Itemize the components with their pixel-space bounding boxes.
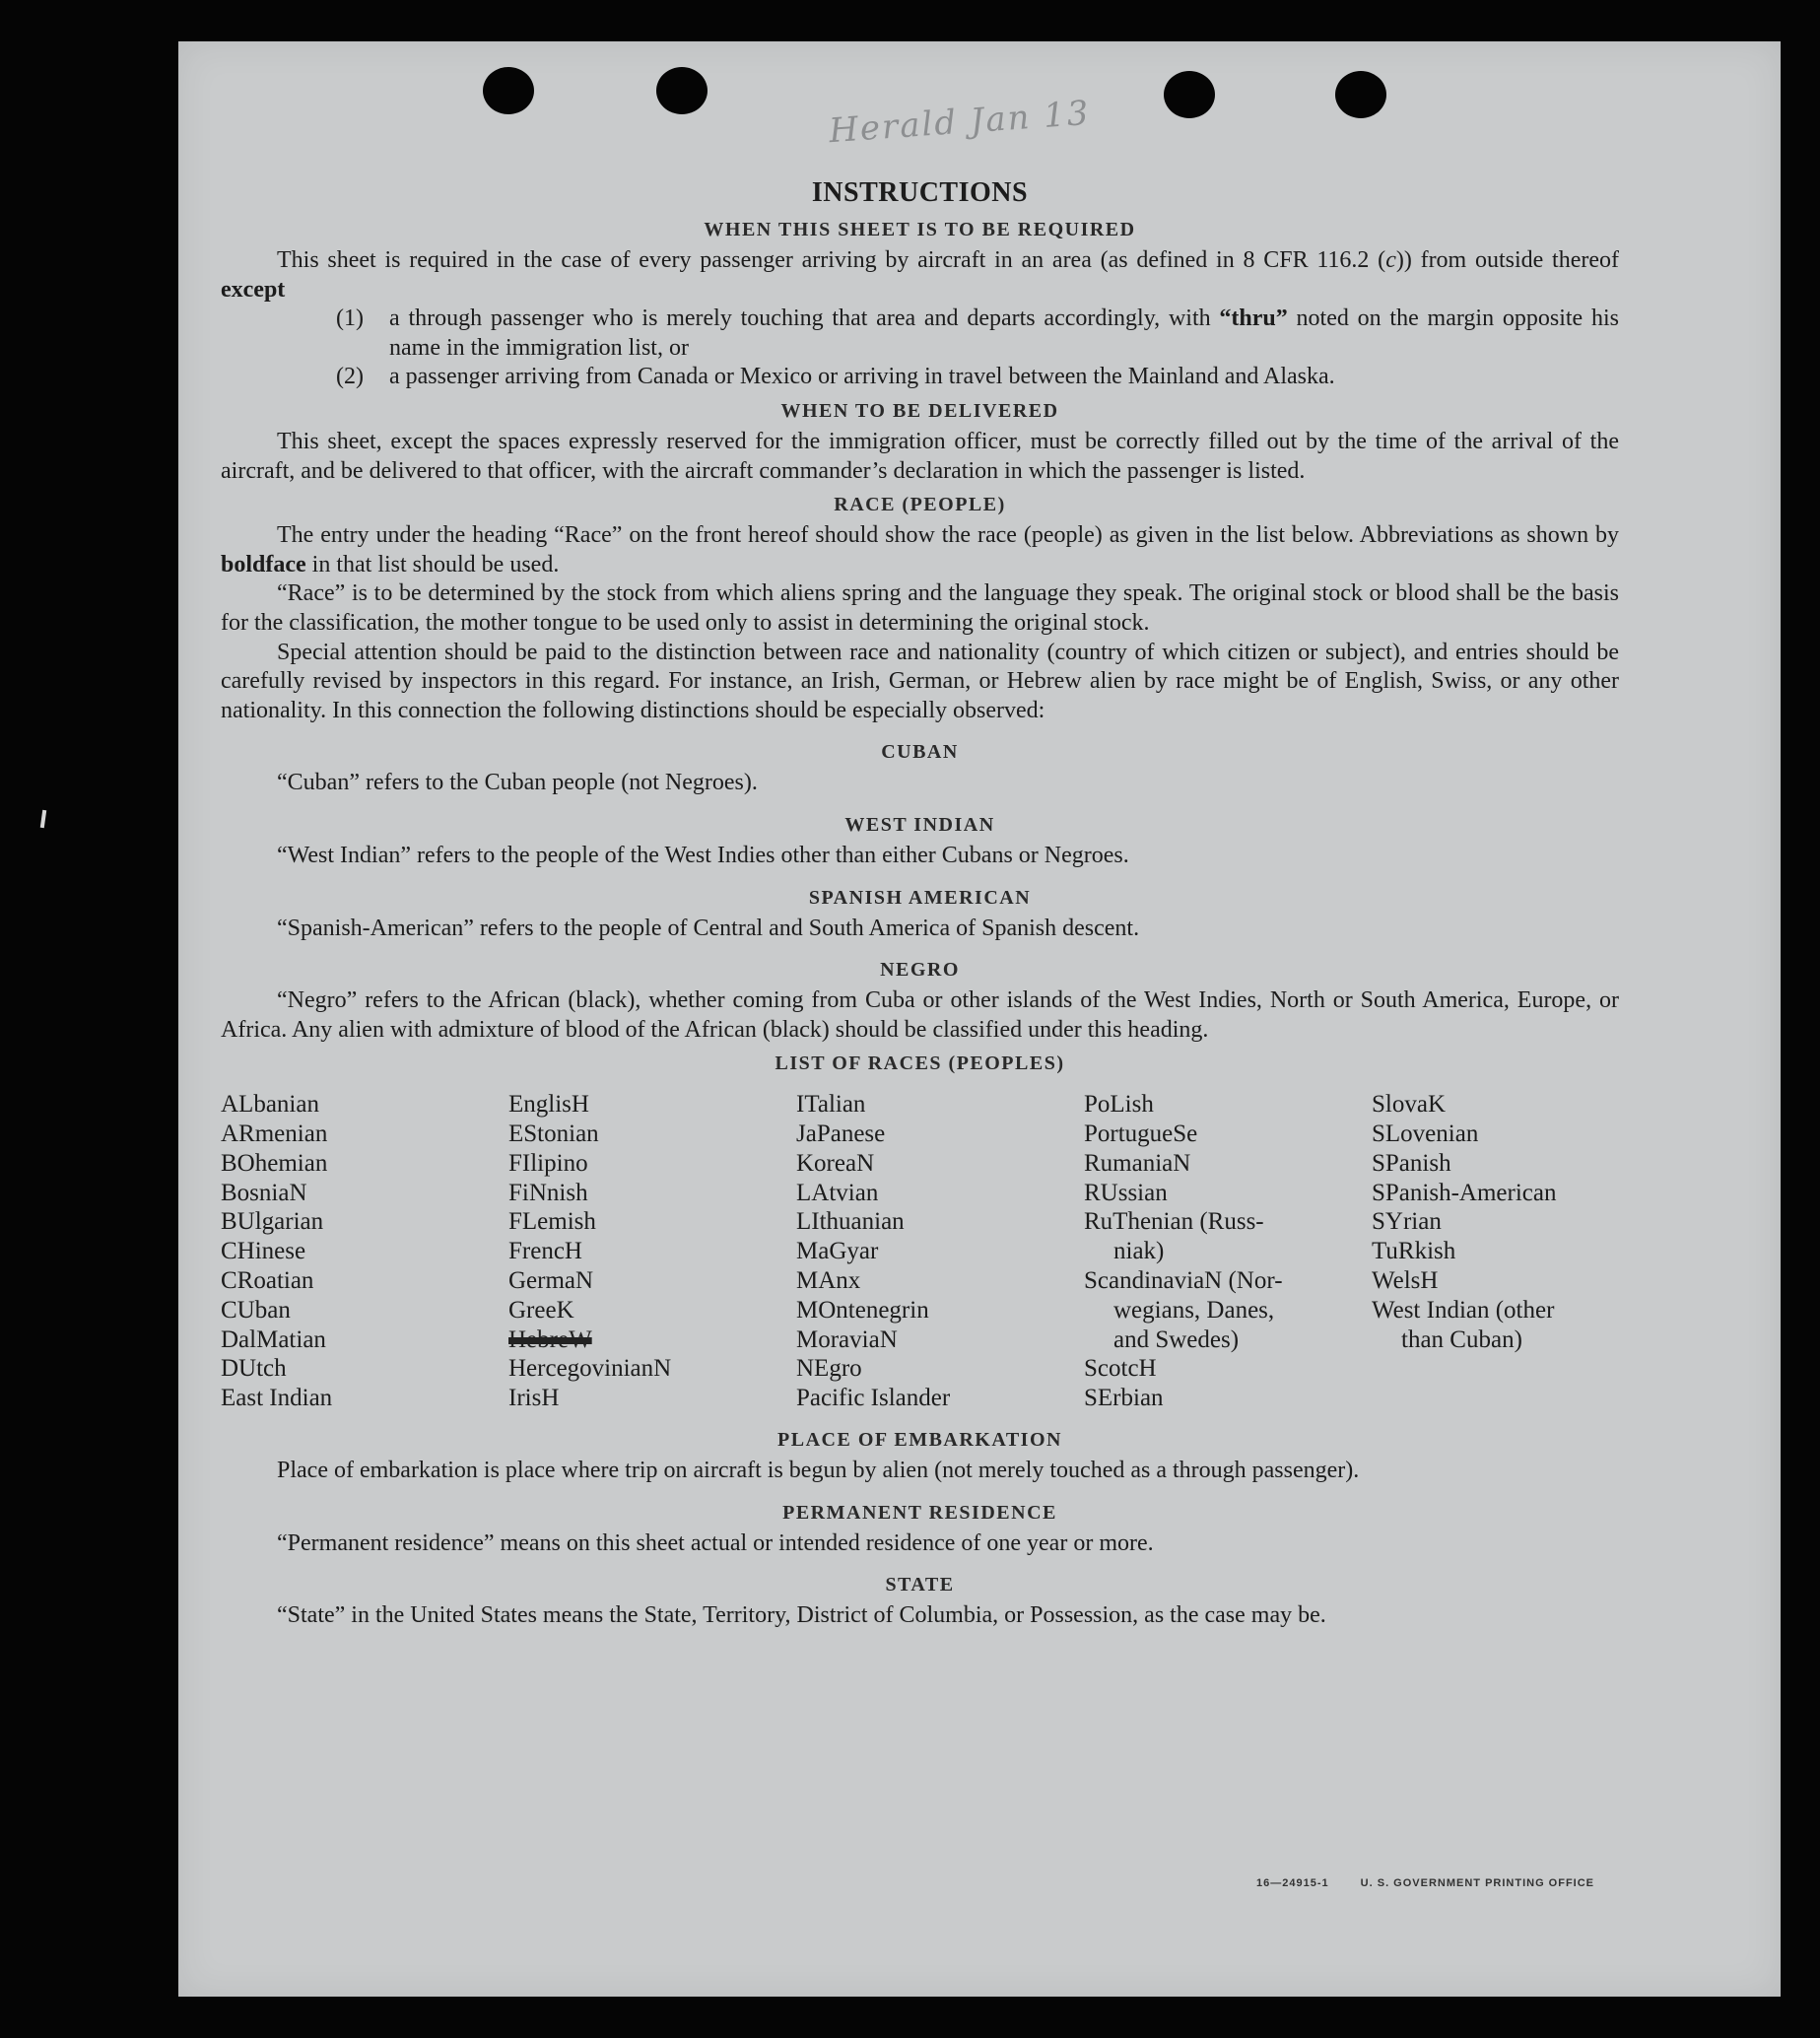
race-entry: FLemish	[508, 1208, 596, 1236]
race-entry: GermaN	[508, 1267, 594, 1295]
state-text: “State” in the United States means the State, Territory, District of Columbia, or Possession, as the case may be.	[277, 1602, 1326, 1629]
race-entry: DUtch	[221, 1355, 287, 1383]
punch-hole-4	[1335, 71, 1386, 118]
heading-spanish-american: SPANISH AMERICAN	[808, 886, 1032, 909]
race-entry: MoraviaN	[796, 1325, 898, 1353]
race-entry: HercegovinianN	[508, 1355, 672, 1383]
race-entry: IrisH	[508, 1385, 560, 1412]
race-entry: ScandinaviaN (Nor-	[1084, 1267, 1283, 1295]
page-title: INSTRUCTIONS	[811, 177, 1029, 208]
race-entry: EnglisH	[508, 1091, 589, 1119]
race-entry: WelsH	[1372, 1267, 1439, 1295]
item-text: a passenger arriving from Canada or Mexico or arriving in travel between the Mainland and Alaska.	[389, 364, 1335, 390]
punch-hole-2	[656, 67, 708, 114]
heading-races-list: LIST OF RACES (PEOPLES)	[775, 1053, 1065, 1075]
race-entry: LAtvian	[796, 1179, 879, 1206]
race-entry: SYrian	[1372, 1208, 1442, 1236]
race-paragraph-2: “Race” is to be determined by the stock from which aliens spring and the language they speak. The original stock or blood shall be the basis for the classification, the mother tongue to be used only to assist in determining the original stock.	[221, 580, 1619, 636]
race-entry-struck: HebreW	[508, 1325, 592, 1353]
race-entry: CUban	[221, 1296, 291, 1324]
race-entry: SlovaK	[1372, 1091, 1446, 1119]
race-entry: FIlipino	[508, 1149, 588, 1177]
heading-required: WHEN THIS SHEET IS TO BE REQUIRED	[704, 219, 1136, 240]
race-entry: MaGyar	[796, 1238, 879, 1265]
race-entry: TuRkish	[1372, 1238, 1456, 1265]
races-column-4	[1084, 1090, 1372, 1413]
race-entry: FiNnish	[508, 1179, 588, 1206]
handwritten-note: Herald Jan 13	[827, 93, 1092, 152]
heading-west-indian: WEST INDIAN	[844, 813, 995, 836]
margin-mark	[40, 810, 46, 828]
race-paragraph-3: Special attention should be paid to the distinction between race and nationality (country of which citizen or subject), and entries should be carefully revised by inspectors in this regard. For instance, an Irish, German, or Hebrew alien by race might be of English, Swiss, or any other nationality. In this connection the following distinctions should be especially observed:	[221, 639, 1619, 723]
race-entry: BosniaN	[221, 1179, 307, 1206]
race-entry: NEgro	[796, 1355, 862, 1383]
cuban-text: “Cuban” refers to the Cuban people (not Negroes).	[277, 770, 758, 796]
race-entry: ALbanian	[221, 1091, 319, 1119]
race-entry: DalMatian	[221, 1325, 326, 1353]
race-entry: Pacific Islander	[796, 1385, 951, 1412]
heading-race: RACE (PEOPLE)	[834, 494, 1006, 516]
spanish-american-text: “Spanish-American” refers to the people of Central and South America of Spanish descent.	[277, 915, 1140, 941]
race-entry: ScotcH	[1084, 1355, 1157, 1383]
race-entry: CHinese	[221, 1238, 306, 1265]
race-entry: MOntenegrin	[796, 1296, 929, 1324]
races-list	[221, 1090, 1619, 1413]
residence-text: “Permanent residence” means on this sheet actual or intended residence of one year or more.	[277, 1529, 1154, 1556]
heading-delivered: WHEN TO BE DELIVERED	[780, 399, 1059, 422]
race-entry: SErbian	[1084, 1385, 1164, 1412]
required-item-1	[336, 305, 1619, 363]
form-number: 16—24915-1	[1256, 1877, 1329, 1889]
race-entry: ITalian	[796, 1091, 866, 1119]
race-entry: KoreaN	[796, 1149, 875, 1177]
race-entry: EStonian	[508, 1121, 599, 1148]
delivered-text: This sheet, except the spaces expressly reserved for the immigration officer, must be correctly filled out by the time of the arrival of the aircraft, and be delivered to that officer, with the aircraft commander’s declaration in which the passenger is listed.	[221, 428, 1619, 484]
heading-residence: PERMANENT RESIDENCE	[782, 1501, 1057, 1524]
race-entry: MAnx	[796, 1267, 861, 1295]
race-entry-continued: and Swedes)	[1113, 1325, 1240, 1353]
printer-name: U. S. GOVERNMENT PRINTING OFFICE	[1360, 1877, 1595, 1889]
race-paragraph-1: The entry under the heading “Race” on the front hereof should show the race (people) as given in the list below. Abbreviations as shown by boldface in that list should be used.	[221, 522, 1619, 577]
race-entry: BOhemian	[221, 1149, 328, 1177]
race-entry: RumaniaN	[1084, 1149, 1191, 1177]
print-footer	[1256, 1877, 1622, 1889]
race-entry-continued: wegians, Danes,	[1113, 1296, 1275, 1324]
required-item-2	[336, 363, 1619, 392]
heading-cuban: CUBAN	[881, 741, 959, 764]
race-entry: PoLish	[1084, 1091, 1154, 1119]
race-entry-continued: niak)	[1113, 1238, 1165, 1265]
race-entry: West Indian (other	[1372, 1296, 1555, 1324]
race-entry: JaPanese	[796, 1121, 886, 1148]
race-entry: FrencH	[508, 1238, 582, 1265]
race-entry: RUssian	[1084, 1179, 1168, 1206]
west-indian-text: “West Indian” refers to the people of the West Indies other than either Cubans or Negroes.	[277, 842, 1129, 868]
punch-hole-1	[483, 67, 534, 114]
race-entry: East Indian	[221, 1385, 333, 1412]
races-column-3	[796, 1090, 1084, 1413]
race-entry: GreeK	[508, 1296, 574, 1324]
punch-hole-3	[1164, 71, 1215, 118]
embarkation-text: Place of embarkation is place where trip on aircraft is begun by alien (not merely touched as a through passenger).	[277, 1458, 1360, 1484]
required-intro: This sheet is required in the case of every passenger arriving by aircraft in an area (as defined in 8 CFR 116.2 (c)) from outside thereof except	[221, 247, 1620, 303]
race-entry: LIthuanian	[796, 1208, 905, 1236]
instructions-content	[221, 175, 1619, 1631]
heading-embarkation: PLACE OF EMBARKATION	[777, 1429, 1062, 1452]
race-entry: CRoatian	[221, 1267, 314, 1295]
heading-state: STATE	[885, 1574, 955, 1596]
race-entry-continued: than Cuban)	[1401, 1325, 1522, 1353]
race-entry: SLovenian	[1372, 1121, 1479, 1148]
item-text: a through passenger who is merely touching that area and departs accordingly, with “thru” noted on the margin opposite his name in the immigration list, or	[389, 306, 1619, 361]
race-entry: SPanish	[1372, 1149, 1451, 1177]
race-entry: RuThenian (Russ-	[1084, 1208, 1264, 1236]
race-entry: ARmenian	[221, 1121, 328, 1148]
negro-text: “Negro” refers to the African (black), whether coming from Cuba or other islands of the West Indies, North or South America, Europe, or Africa. Any alien with admixture of blood of the African (black) should be classified under this heading.	[221, 987, 1619, 1043]
races-column-2	[508, 1090, 796, 1413]
races-column-5	[1372, 1090, 1619, 1413]
heading-negro: NEGRO	[880, 959, 960, 982]
race-entry: BUlgarian	[221, 1208, 324, 1236]
item-number: (2)	[336, 364, 364, 390]
race-entry: SPanish-American	[1372, 1179, 1557, 1206]
races-column-1	[221, 1090, 508, 1413]
race-entry: PortugueSe	[1084, 1121, 1198, 1148]
item-number: (1)	[336, 306, 364, 332]
